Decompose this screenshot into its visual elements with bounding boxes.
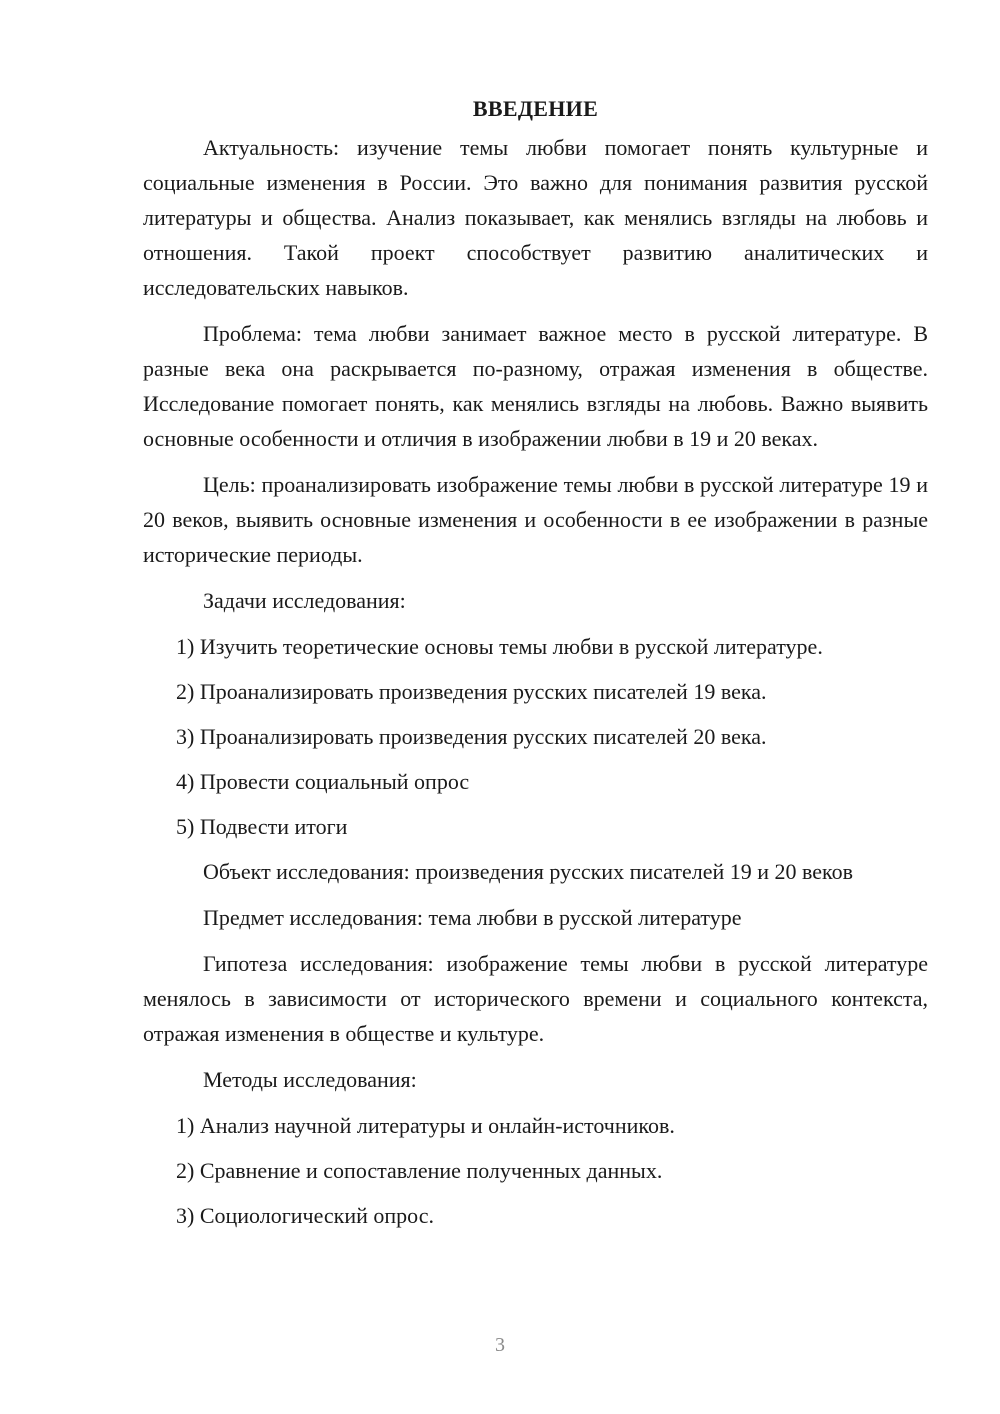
goal-paragraph: Цель: проанализировать изображение темы любви в русской литературе 19 и 20 веков, выявить основные изменения и особенности в ее изображении в разные исторические периоды. — [143, 472, 928, 567]
document-page — [143, 90, 928, 1243]
task-item: 4) Провести социальный опрос — [176, 769, 470, 794]
tasks-list — [143, 629, 928, 844]
subject-paragraph: Предмет исследования: тема любви в русской литературе — [203, 905, 742, 930]
page-number: 3 — [495, 1334, 505, 1356]
method-item: 2) Сравнение и сопоставление полученных данных. — [176, 1158, 663, 1183]
task-item: 2) Проанализировать произведения русских писателей 19 века. — [176, 679, 767, 704]
task-item: 3) Проанализировать произведения русских писателей 20 века. — [176, 724, 767, 749]
problem-paragraph: Проблема: тема любви занимает важное место в русской литературе. В разные века она раскрывается по-разному, отражая изменения в обществе. Исследование помогает понять, как менялись взгляды на любовь. Важно выявить основные особенности и отличия в изображении любви в 19 и 20 веках. — [143, 321, 928, 451]
page-title: ВВЕДЕНИЕ — [472, 96, 599, 121]
task-item: 5) Подвести итоги — [176, 814, 348, 839]
method-item: 1) Анализ научной литературы и онлайн-источников. — [176, 1113, 675, 1138]
relevance-paragraph: Актуальность: изучение темы любви помогает понять культурные и социальные изменения в России. Это важно для понимания развития русской литературы и общества. Анализ показывает, как менялись взгляды на любовь и отношения. Такой проект способствует развитию аналитических и исследовательских навыков. — [143, 135, 928, 300]
tasks-heading: Задачи исследования: — [203, 588, 406, 613]
method-item: 3) Социологический опрос. — [176, 1203, 434, 1228]
object-paragraph: Объект исследования: произведения русских писателей 19 и 20 веков — [203, 859, 853, 884]
methods-heading: Методы исследования: — [203, 1067, 417, 1092]
methods-list — [143, 1108, 928, 1233]
task-item: 1) Изучить теоретические основы темы любви в русской литературе. — [176, 634, 823, 659]
hypothesis-paragraph: Гипотеза исследования: изображение темы любви в русской литературе менялось в зависимости от исторического времени и социального контекста, отражая изменения в обществе и культуре. — [143, 951, 928, 1046]
